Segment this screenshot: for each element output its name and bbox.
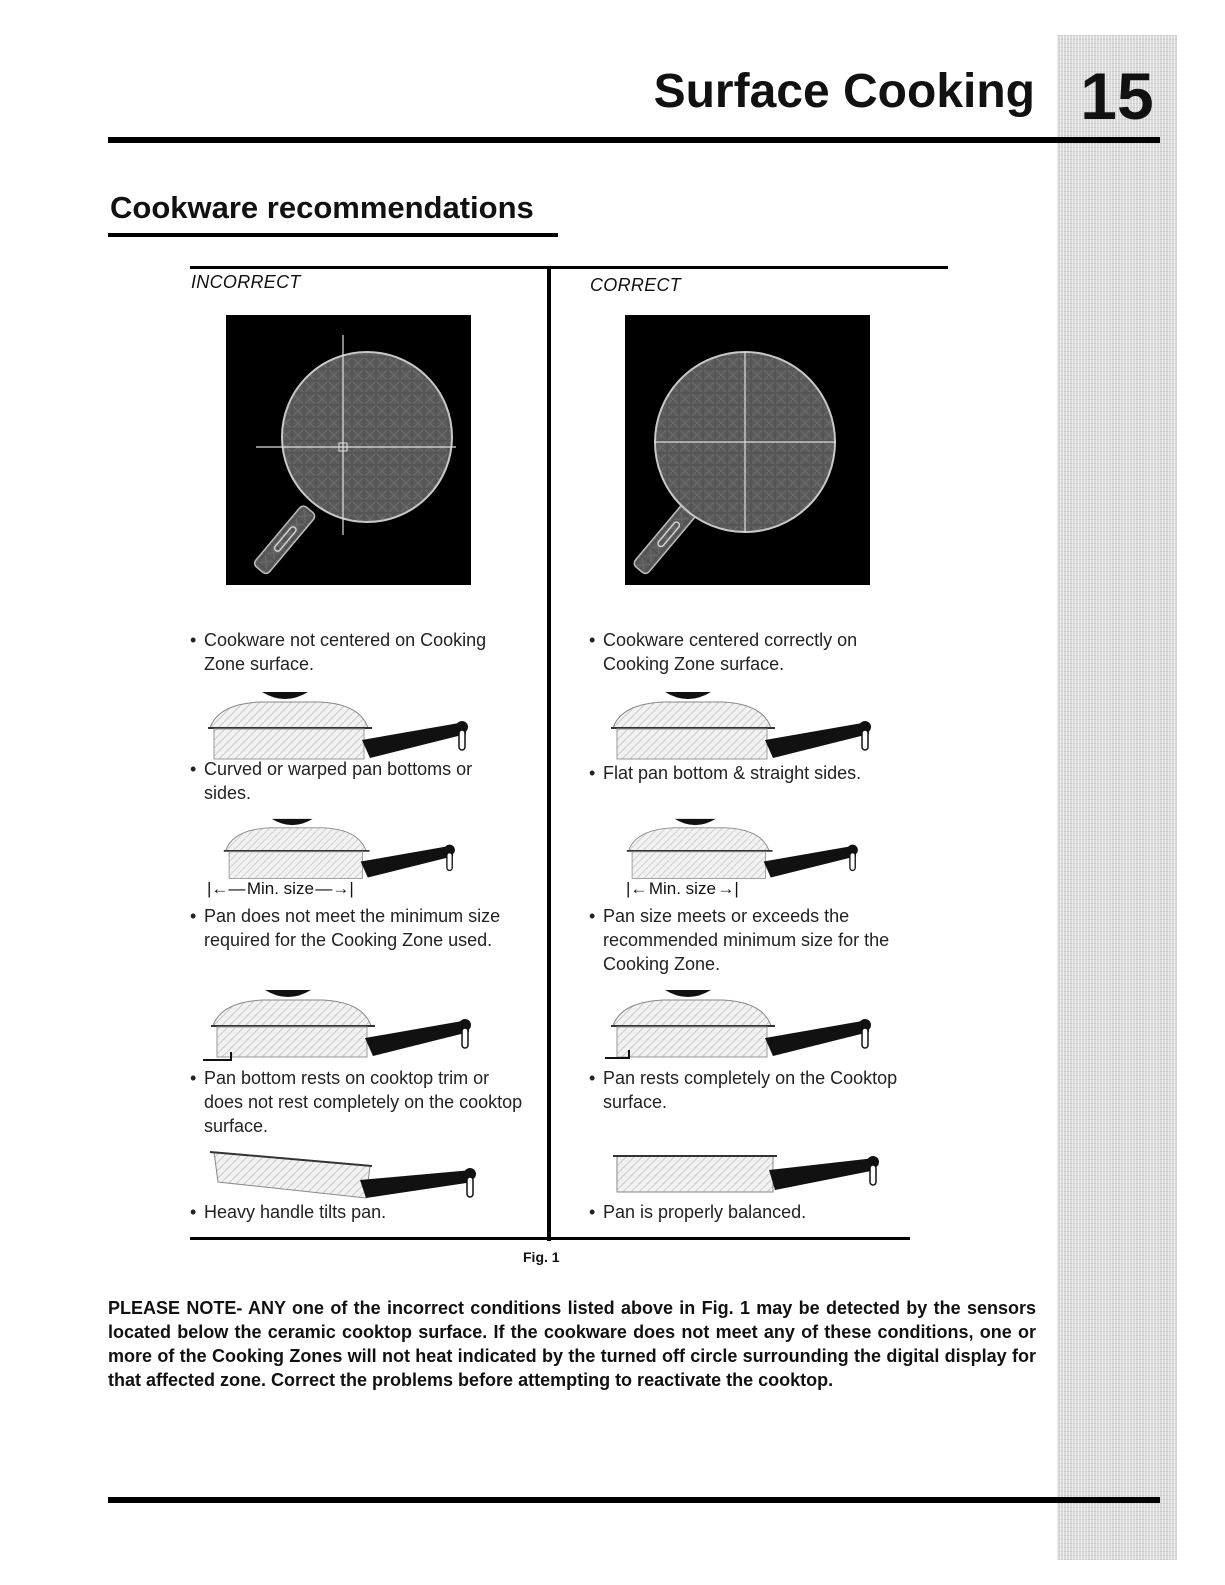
incorrect-item-5: • Heavy handle tilts pan. [190,1200,524,1224]
chapter-side-tab [1057,35,1177,1560]
incorrect-trim-pan-illustration [198,980,508,1070]
correct-item-1: • Cookware centered correctly on Cooking Zone surface. [589,628,923,676]
correct-item-5: • Pan is properly balanced. [589,1200,923,1224]
figure-bottom-rule [190,1237,910,1240]
incorrect-item-4: • Pan bottom rests on cooktop trim or does not rest completely on the cooktop surface. [190,1066,524,1138]
section-heading: Cookware recommendations [110,190,534,225]
incorrect-column-label: INCORRECT [191,272,301,292]
page-title: Surface Cooking [653,65,1035,118]
correct-balanced-pan-illustration [603,1140,903,1202]
header-rule [108,137,1160,143]
correct-min-size-label: Min. size [648,879,716,898]
correct-flat-pan-illustration [603,682,903,772]
incorrect-item-3: • Pan does not meet the minimum size required for the Cooking Zone used. [190,904,524,952]
page-number: 15 [1080,59,1154,133]
incorrect-item-1: • Cookware not centered on Cooking Zone surface. [190,628,524,676]
correct-resting-pan-illustration [603,980,903,1070]
section-heading-rule [108,233,558,237]
incorrect-min-size-label: Min. size [246,879,314,898]
please-note-paragraph: PLEASE NOTE- ANY one of the incorrect conditions listed above in Fig. 1 may be detected by the sensors located below the ceramic cooktop surface. If the cookware does not meet any of these conditions, one or more of the Cooking Zones will not heat indicated by the turned off circle surrounding the digital display for that affected zone. Correct the problems before attempting to reactivate the cooktop. [108,1298,1036,1390]
footer-rule [108,1497,1160,1503]
correct-item-3: • Pan size meets or exceeds the recommended minimum size for the Cooking Zone. [589,904,923,976]
figure-caption: Fig. 1 [523,1249,560,1265]
correct-min-size-dimension: |← Min. size →| [626,879,739,898]
figure-column-divider [547,266,551,1241]
incorrect-small-pan-illustration [200,810,500,890]
correct-item-2: • Flat pan bottom & straight sides. [589,761,923,785]
figure-top-rule [190,266,948,269]
correct-top-view-illustration [625,315,870,585]
incorrect-min-size-dimension: |←— Min. size —→| [207,879,354,898]
correct-sized-pan-illustration [603,810,903,890]
incorrect-top-view-illustration [226,315,471,585]
incorrect-item-2: • Curved or warped pan bottoms or sides. [190,757,524,805]
correct-item-4: • Pan rests completely on the Cooktop surface. [589,1066,923,1114]
correct-column-label: CORRECT [590,275,682,295]
incorrect-tilted-pan-illustration [200,1140,500,1202]
